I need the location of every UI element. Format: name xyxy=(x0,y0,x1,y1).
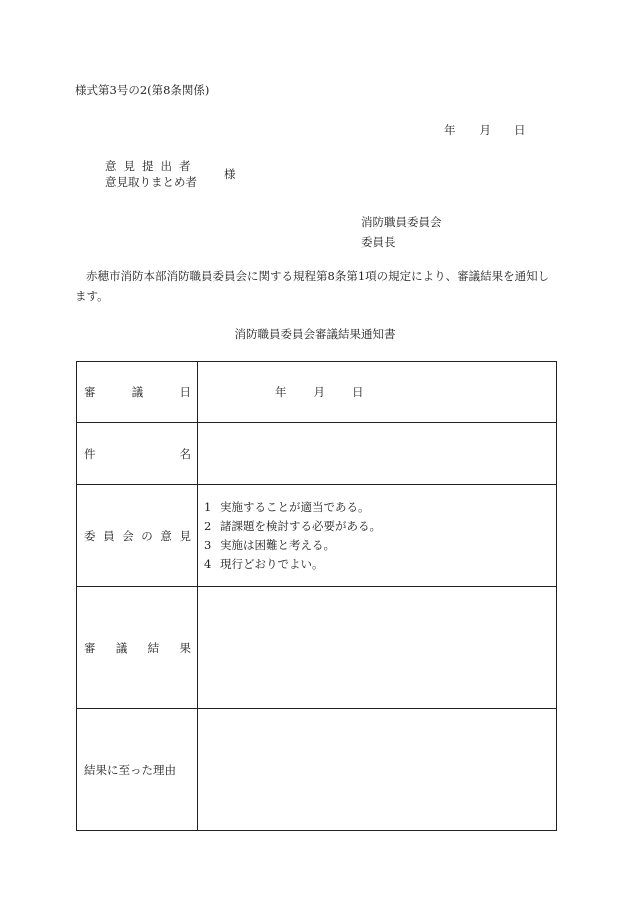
addressee-line-submitter: 意見提出者 xyxy=(105,159,198,173)
label-char: 結 xyxy=(147,640,160,655)
label-char: 日 xyxy=(179,385,191,399)
opinion-option[interactable] xyxy=(204,555,556,574)
table-row-deliberation-date xyxy=(77,362,557,423)
field-deliberation-date[interactable] xyxy=(198,362,557,423)
addressee-block xyxy=(105,158,198,190)
table-row-reason xyxy=(77,709,557,831)
opinion-options xyxy=(198,498,556,574)
date-day-label: 日 xyxy=(514,123,526,137)
option-number: 2 xyxy=(204,518,212,533)
notice-date xyxy=(444,122,526,138)
option-text: 実施は困難と考える。 xyxy=(220,537,335,552)
date-month-label: 月 xyxy=(479,123,491,137)
label-char: 議 xyxy=(115,640,128,655)
label-char: 議 xyxy=(131,385,144,399)
label-text: 結果に至った理由 xyxy=(84,762,176,777)
field-date-month-label: 月 xyxy=(313,385,325,399)
label-committee-opinion xyxy=(77,485,198,587)
label-char: 審 xyxy=(84,640,96,655)
issuer-organization: 消防職員委員会 xyxy=(361,215,442,229)
date-year-label: 年 xyxy=(444,123,456,137)
field-committee-opinion[interactable] xyxy=(198,485,557,587)
option-text: 現行どおりでよい。 xyxy=(220,556,324,571)
issuer-position: 委員長 xyxy=(361,235,396,249)
label-subject xyxy=(77,423,198,485)
option-number: 4 xyxy=(204,556,212,571)
opinion-option[interactable] xyxy=(204,536,556,555)
label-char: 員 xyxy=(103,528,115,543)
label-char: 会 xyxy=(122,528,134,543)
body-text: 赤穂市消防本部消防職員委員会に関する規程第8条第1項の規定により、審議結果を通知します。 xyxy=(75,269,550,303)
label-char: 委 xyxy=(84,528,96,543)
opinion-option[interactable] xyxy=(204,498,556,517)
label-reason xyxy=(77,709,198,831)
option-text: 諸課題を検討する必要がある。 xyxy=(220,518,381,533)
opinion-option[interactable] xyxy=(204,517,556,536)
field-deliberation-result[interactable] xyxy=(198,587,557,709)
issuer-block xyxy=(361,212,442,252)
label-char: 名 xyxy=(179,446,191,461)
label-char: 意 xyxy=(160,528,172,543)
form-number: 様式第3号の2(第8条関係) xyxy=(75,83,210,97)
option-number: 1 xyxy=(204,499,212,514)
label-char: の xyxy=(141,528,153,543)
label-char: 見 xyxy=(179,528,191,543)
addressee-honorific: 様 xyxy=(224,167,236,181)
field-date-day-label: 日 xyxy=(352,385,364,399)
label-char: 件 xyxy=(84,446,96,461)
label-char: 果 xyxy=(179,640,191,655)
field-subject[interactable] xyxy=(198,423,557,485)
label-deliberation-date xyxy=(77,362,198,423)
result-table xyxy=(76,361,557,831)
document-title: 消防職員委員会審議結果通知書 xyxy=(234,327,396,341)
label-char: 審 xyxy=(84,385,96,399)
field-date-year-label: 年 xyxy=(275,385,287,399)
table-row-committee-opinion xyxy=(77,485,557,587)
table-row-subject xyxy=(77,423,557,485)
field-reason[interactable] xyxy=(198,709,557,831)
table-row-deliberation-result xyxy=(77,587,557,709)
addressee-line-compiler: 意見取りまとめ者 xyxy=(105,175,197,189)
option-number: 3 xyxy=(204,537,212,552)
label-deliberation-result xyxy=(77,587,198,709)
option-text: 実施することが適当である。 xyxy=(220,499,370,514)
